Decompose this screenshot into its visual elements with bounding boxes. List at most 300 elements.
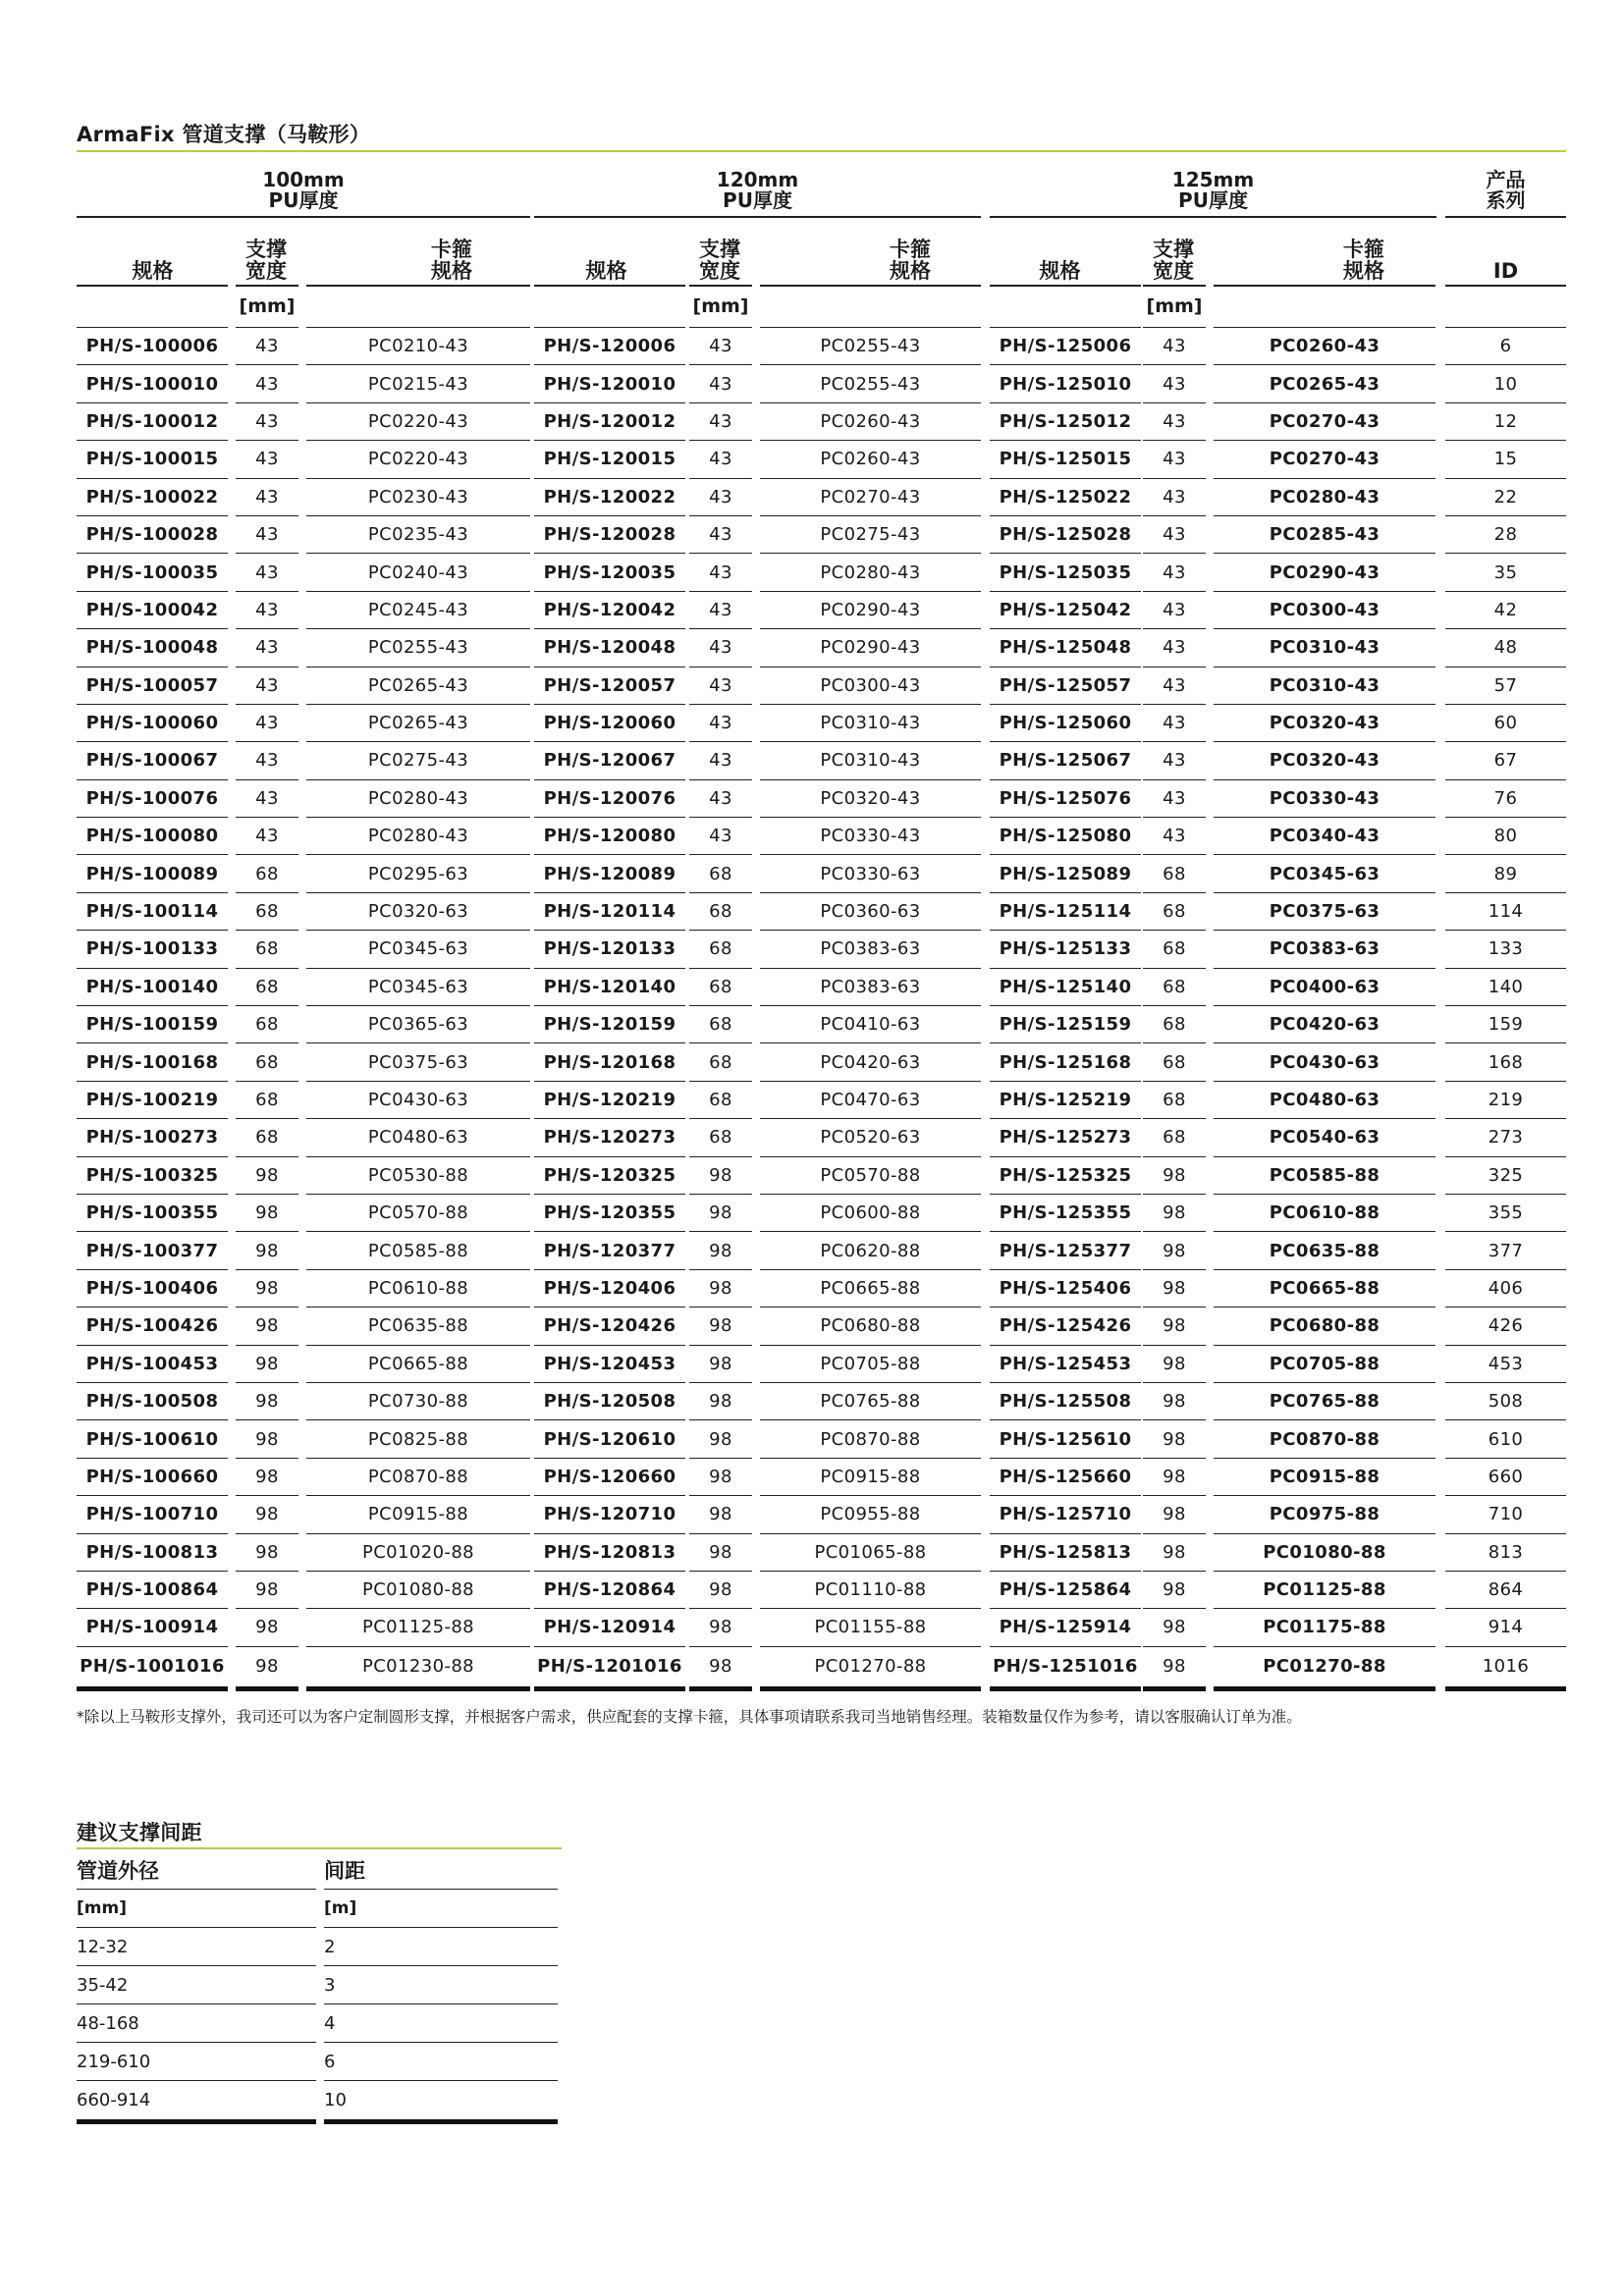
table-cell: PH/S-120610: [534, 1420, 685, 1458]
table-cell: 43: [689, 516, 752, 554]
table-cell: 68: [236, 969, 298, 1006]
table-cell: PC0520-63: [760, 1119, 981, 1156]
table-cell: PC0620-88: [760, 1232, 981, 1269]
table-cell: 43: [236, 705, 298, 742]
table-row: [77, 479, 1566, 516]
table-row: [77, 1647, 1566, 1686]
table-cell: PH/S-120010: [534, 365, 685, 402]
bottom-rule-segment: [1445, 1686, 1566, 1691]
table-cell: 98: [1143, 1232, 1206, 1269]
bottom-rule-segment: [760, 1686, 981, 1691]
header-series: 产品 系列: [1445, 157, 1566, 218]
table-cell: PC0635-88: [1214, 1232, 1435, 1269]
table-cell: 68: [1143, 931, 1206, 968]
table-cell: PC0480-63: [306, 1119, 530, 1156]
table-cell: PH/S-125219: [990, 1082, 1141, 1119]
table-cell: PH/S-100022: [77, 479, 228, 516]
table-cell: PH/S-100219: [77, 1082, 228, 1119]
table-cell: PC0765-88: [1214, 1383, 1435, 1420]
table-cell: 43: [1143, 780, 1206, 818]
header-unit-empty: [77, 287, 228, 328]
table-cell: PH/S-120060: [534, 705, 685, 742]
spacing-table: [77, 1851, 558, 2124]
table-cell: 1016: [1482, 1656, 1530, 1678]
table-cell: PH/S-100426: [77, 1308, 228, 1345]
table-cell: PC0375-63: [1214, 893, 1435, 931]
table-row: [77, 855, 1566, 892]
table-row: [77, 1496, 1566, 1533]
header-unit-empty: [760, 287, 981, 328]
table-cell: 43: [1143, 365, 1206, 402]
table-cell: PC0330-63: [760, 855, 981, 892]
table-row: [77, 1609, 1566, 1646]
table-row: [77, 705, 1566, 742]
table-cell: PC0270-43: [760, 479, 981, 516]
table-cell: PH/S-125660: [990, 1459, 1141, 1496]
spacing-unit-m: [m]: [324, 1890, 558, 1928]
table-cell: 68: [689, 893, 752, 931]
table-cell: 98: [255, 1656, 279, 1678]
table-cell: 43: [1143, 441, 1206, 478]
table-cell: 43: [1143, 403, 1206, 441]
table-row: [77, 1043, 1566, 1081]
table-cell: PH/S-120022: [534, 479, 685, 516]
table-cell: PC0240-43: [306, 554, 530, 591]
table-cell: 43: [236, 629, 298, 667]
table-cell: 68: [1143, 1119, 1206, 1156]
table-cell: PC0280-43: [1214, 479, 1435, 516]
table-row: [77, 742, 1566, 779]
table-cell: PH/S-125159: [990, 1006, 1141, 1043]
table-cell: PH/S-120140: [534, 969, 685, 1006]
table-cell: PH/S-125067: [990, 742, 1141, 779]
table-cell: 168: [1445, 1043, 1566, 1081]
table-cell: PC0600-88: [760, 1195, 981, 1232]
table-cell: 43: [1143, 742, 1206, 779]
header-unit-mm: [mm]: [236, 287, 298, 328]
table-cell: 68: [689, 855, 752, 892]
spacing-unit-mm: [mm]: [77, 1890, 316, 1928]
table-cell: PH/S-120067: [534, 742, 685, 779]
table-cell: PH/S-120660: [534, 1459, 685, 1496]
header-g1-clamp: 卡箍 规格: [431, 237, 472, 284]
table-cell: 68: [1143, 1043, 1206, 1081]
table-cell: 68: [236, 855, 298, 892]
table-bottom-rule: [77, 1686, 1566, 1691]
table-cell: PH/S-100273: [77, 1119, 228, 1156]
table-cell: PH/S-120089: [534, 855, 685, 892]
table-cell: 98: [1143, 1459, 1206, 1496]
table-cell: PC0480-63: [1214, 1082, 1435, 1119]
table-cell: 43: [236, 780, 298, 818]
table-row: [77, 516, 1566, 554]
table-cell: PH/S-120015: [534, 441, 685, 478]
spacing-unit-row: [77, 1890, 558, 1928]
table-cell: PH/S-125006: [990, 328, 1141, 365]
table-cell: PC01270-88: [814, 1656, 927, 1678]
header-id: ID: [1492, 259, 1519, 284]
table-cell: PC0680-88: [760, 1308, 981, 1345]
table-cell: 43: [689, 629, 752, 667]
bottom-rule-segment: [1214, 1686, 1435, 1691]
table-cell: 159: [1445, 1006, 1566, 1043]
table-cell: PH/S-100508: [77, 1383, 228, 1420]
table-cell: PH/S-100406: [77, 1270, 228, 1308]
table-cell: 273: [1445, 1119, 1566, 1156]
table-cell: 68: [1143, 1006, 1206, 1043]
table-cell: 98: [236, 1270, 298, 1308]
table-cell: PC0665-88: [1214, 1270, 1435, 1308]
table-cell: 98: [1143, 1383, 1206, 1420]
table-cell: 98: [689, 1572, 752, 1609]
table-cell: PC0280-43: [306, 780, 530, 818]
table-cell: PC0320-43: [1214, 705, 1435, 742]
table-cell: PH/S-125028: [990, 516, 1141, 554]
table-cell: PH/S-100710: [77, 1496, 228, 1533]
table-row: [77, 1383, 1566, 1420]
table-cell: PH/S-100660: [77, 1459, 228, 1496]
table-cell: 43: [236, 592, 298, 629]
table-cell: PC0255-43: [306, 629, 530, 667]
table-cell: PH/S-125710: [990, 1496, 1141, 1533]
table-cell: 98: [689, 1420, 752, 1458]
table-cell: PH/S-100028: [77, 516, 228, 554]
table-cell: 68: [689, 931, 752, 968]
table-cell: PH/S-125355: [990, 1195, 1141, 1232]
table-cell: 140: [1445, 969, 1566, 1006]
table-row: [77, 629, 1566, 667]
table-cell: 68: [689, 1006, 752, 1043]
table-cell: 43: [689, 441, 752, 478]
table-cell: PH/S-120006: [534, 328, 685, 365]
table-cell: PC0915-88: [306, 1496, 530, 1533]
table-cell: PC0665-88: [760, 1270, 981, 1308]
table-cell: 28: [1445, 516, 1566, 554]
table-cell: PC0705-88: [1214, 1346, 1435, 1383]
table-cell: PH/S-120057: [534, 667, 685, 705]
table-cell: PH/S-120048: [534, 629, 685, 667]
table-cell: PH/S-120325: [534, 1157, 685, 1195]
table-cell: 660: [1445, 1459, 1566, 1496]
table-cell: PC0285-43: [1214, 516, 1435, 554]
table-cell: PC01125-88: [1214, 1572, 1435, 1609]
table-cell: PH/S-1001016: [80, 1656, 225, 1678]
header-unit-empty: [534, 287, 685, 328]
table-cell: PH/S-100010: [77, 365, 228, 402]
table-cell: PC0383-63: [760, 931, 981, 968]
table-cell: PH/S-100813: [77, 1534, 228, 1572]
table-cell: PH/S-120042: [534, 592, 685, 629]
table-cell: 43: [1143, 554, 1206, 591]
table-cell: PH/S-125035: [990, 554, 1141, 591]
table-cell: PH/S-125114: [990, 893, 1141, 931]
table-cell: 98: [689, 1346, 752, 1383]
table-cell: PC0730-88: [306, 1383, 530, 1420]
table-cell: 98: [1143, 1420, 1206, 1458]
table-cell: PC0870-88: [760, 1420, 981, 1458]
table-cell: 355: [1445, 1195, 1566, 1232]
table-cell: 68: [236, 1043, 298, 1081]
table-cell: PH/S-120076: [534, 780, 685, 818]
table-cell: 98: [236, 1346, 298, 1383]
header-unit-empty: [1214, 287, 1435, 328]
table-cell: 98: [236, 1459, 298, 1496]
table-cell: PC0870-88: [306, 1459, 530, 1496]
table-cell: PC0420-63: [1214, 1006, 1435, 1043]
table-cell: PC0410-63: [760, 1006, 981, 1043]
table-cell: 864: [1445, 1572, 1566, 1609]
table-cell: PH/S-100133: [77, 931, 228, 968]
table-cell: PC0383-63: [760, 969, 981, 1006]
table-cell: PC0540-63: [1214, 1119, 1435, 1156]
table-cell: PH/S-125042: [990, 592, 1141, 629]
table-cell: PH/S-1251016: [993, 1656, 1138, 1678]
bottom-rule-segment: [534, 1686, 685, 1691]
table-cell: PC0280-43: [760, 554, 981, 591]
table-cell: PH/S-120028: [534, 516, 685, 554]
table-cell: 10: [1445, 365, 1566, 402]
spacing-row: [77, 2043, 558, 2081]
header-g1-spec: 规格: [132, 259, 174, 284]
table-cell: 68: [236, 1006, 298, 1043]
table-cell: 43: [689, 780, 752, 818]
table-cell: PC0975-88: [1214, 1496, 1435, 1533]
table-cell: 68: [1143, 855, 1206, 892]
table-cell: PH/S-100035: [77, 554, 228, 591]
table-cell: PC0570-88: [760, 1157, 981, 1195]
table-cell: PH/S-100089: [77, 855, 228, 892]
table-row: [77, 1308, 1566, 1345]
table-cell: 15: [1445, 441, 1566, 478]
table-cell: PC0310-43: [760, 705, 981, 742]
table-cell: PC0280-43: [306, 818, 530, 855]
table-cell: 98: [689, 1459, 752, 1496]
table-cell: PH/S-100610: [77, 1420, 228, 1458]
title-accent-rule: [77, 150, 1566, 152]
table-cell: 98: [689, 1496, 752, 1533]
table-row: [77, 1459, 1566, 1496]
spacing-body: [77, 1928, 558, 2119]
table-cell: 98: [1143, 1270, 1206, 1308]
header-g2-spec: 规格: [585, 259, 627, 284]
table-cell: PC0310-43: [1214, 629, 1435, 667]
table-cell: PH/S-100114: [77, 893, 228, 931]
table-cell: 325: [1445, 1157, 1566, 1195]
table-cell: 98: [236, 1420, 298, 1458]
table-cell: PC01020-88: [306, 1534, 530, 1572]
table-cell: 43: [689, 667, 752, 705]
table-cell: 68: [1143, 1082, 1206, 1119]
table-cell: PH/S-125010: [990, 365, 1141, 402]
table-cell: 43: [689, 403, 752, 441]
table-cell: 98: [236, 1383, 298, 1420]
table-cell: 76: [1445, 780, 1566, 818]
table-cell: PH/S-120377: [534, 1232, 685, 1269]
table-row: [77, 931, 1566, 968]
table-cell: 48: [1445, 629, 1566, 667]
table-cell: 98: [236, 1308, 298, 1345]
table-cell: PC0265-43: [306, 705, 530, 742]
table-cell: PH/S-120133: [534, 931, 685, 968]
table-row: [77, 1232, 1566, 1269]
table-cell: 377: [1445, 1232, 1566, 1269]
table-cell: 406: [1445, 1270, 1566, 1308]
table-cell: 98: [689, 1270, 752, 1308]
table-cell: PH/S-125015: [990, 441, 1141, 478]
spacing-diameter: 12-32: [77, 1928, 316, 1966]
table-cell: 508: [1445, 1383, 1566, 1420]
table-row: [77, 592, 1566, 629]
table-cell: 98: [689, 1232, 752, 1269]
table-cell: PH/S-100048: [77, 629, 228, 667]
table-cell: 43: [1143, 516, 1206, 554]
table-cell: PC0290-43: [760, 629, 981, 667]
table-cell: PC0230-43: [306, 479, 530, 516]
table-cell: 57: [1445, 667, 1566, 705]
header-g3-clamp: 卡箍 规格: [1343, 237, 1384, 284]
table-cell: PH/S-125133: [990, 931, 1141, 968]
table-cell: PH/S-125273: [990, 1119, 1141, 1156]
table-cell: 813: [1445, 1534, 1566, 1572]
table-cell: 98: [1143, 1195, 1206, 1232]
table-cell: 426: [1445, 1308, 1566, 1345]
table-cell: PC01080-88: [1214, 1534, 1435, 1572]
table-cell: 12: [1445, 403, 1566, 441]
table-cell: PC0260-43: [760, 403, 981, 441]
table-cell: PC0705-88: [760, 1346, 981, 1383]
table-cell: PC0235-43: [306, 516, 530, 554]
table-cell: PC0220-43: [306, 403, 530, 441]
bottom-rule-segment: [77, 1686, 228, 1691]
table-cell: 68: [236, 893, 298, 931]
table-cell: 98: [1143, 1496, 1206, 1533]
table-cell: 80: [1445, 818, 1566, 855]
table-cell: 68: [689, 1043, 752, 1081]
table-cell: PC0300-43: [760, 667, 981, 705]
table-row: [77, 1082, 1566, 1119]
table-cell: 42: [1445, 592, 1566, 629]
table-cell: PC0245-43: [306, 592, 530, 629]
table-cell: PC0680-88: [1214, 1308, 1435, 1345]
table-cell: PH/S-125864: [990, 1572, 1141, 1609]
table-cell: 43: [689, 328, 752, 365]
table-cell: PH/S-100159: [77, 1006, 228, 1043]
table-cell: PH/S-120159: [534, 1006, 685, 1043]
table-cell: 710: [1445, 1496, 1566, 1533]
header-unit-mm: [mm]: [689, 287, 752, 328]
table-row: [77, 818, 1566, 855]
table-cell: PH/S-125080: [990, 818, 1141, 855]
table-cell: PH/S-120406: [534, 1270, 685, 1308]
table-cell: 98: [1143, 1609, 1206, 1646]
header-column-row: [77, 218, 1566, 287]
table-cell: PH/S-100057: [77, 667, 228, 705]
spacing-row: [77, 2081, 558, 2119]
spacing-diameter: 48-168: [77, 2004, 316, 2043]
table-cell: PC01230-88: [361, 1656, 475, 1678]
table-cell: PH/S-120426: [534, 1308, 685, 1345]
spacing-diameter: 35-42: [77, 1966, 316, 2004]
table-cell: PH/S-120453: [534, 1346, 685, 1383]
table-cell: PH/S-100325: [77, 1157, 228, 1195]
table-row: [77, 1157, 1566, 1195]
table-cell: PC0275-43: [306, 742, 530, 779]
table-row: [77, 1195, 1566, 1232]
bottom-rule-segment: [236, 1686, 298, 1691]
table-cell: PH/S-125057: [990, 667, 1141, 705]
table-cell: 43: [236, 403, 298, 441]
table-cell: 43: [236, 516, 298, 554]
table-cell: 43: [1143, 479, 1206, 516]
table-cell: PH/S-120035: [534, 554, 685, 591]
table-cell: PC0610-88: [306, 1270, 530, 1308]
table-cell: PH/S-125377: [990, 1232, 1141, 1269]
table-cell: PC0255-43: [760, 328, 981, 365]
table-cell: PC0345-63: [306, 931, 530, 968]
spacing-row: [77, 2004, 558, 2043]
spacing-table-title: 建议支撑间距: [77, 1821, 202, 1844]
table-cell: 133: [1445, 931, 1566, 968]
table-cell: PH/S-100864: [77, 1572, 228, 1609]
table-cell: PC0383-63: [1214, 931, 1435, 968]
spacing-distance: 6: [324, 2043, 558, 2081]
table-cell: PC01155-88: [760, 1609, 981, 1646]
table-cell: PH/S-125012: [990, 403, 1141, 441]
table-cell: PH/S-125022: [990, 479, 1141, 516]
table-cell: PC0870-88: [1214, 1420, 1435, 1458]
spacing-distance: 3: [324, 1966, 558, 2004]
table-cell: 60: [1445, 705, 1566, 742]
table-cell: PH/S-120219: [534, 1082, 685, 1119]
header-unit-empty: [1445, 287, 1566, 328]
table-row: [77, 365, 1566, 402]
table-cell: PC01125-88: [306, 1609, 530, 1646]
table-cell: PC0270-43: [1214, 441, 1435, 478]
table-cell: 43: [689, 742, 752, 779]
table-cell: PH/S-120914: [534, 1609, 685, 1646]
table-row: [77, 328, 1566, 365]
table-cell: PH/S-120168: [534, 1043, 685, 1081]
header-unit-empty: [990, 287, 1141, 328]
table-cell: PH/S-125406: [990, 1270, 1141, 1308]
table-cell: PH/S-120508: [534, 1383, 685, 1420]
table-cell: 43: [689, 365, 752, 402]
table-cell: PC0330-43: [1214, 780, 1435, 818]
spacing-distance: 2: [324, 1928, 558, 1966]
table-cell: PH/S-120114: [534, 893, 685, 931]
header-unit-empty: [306, 287, 530, 328]
table-row: [77, 667, 1566, 705]
table-cell: PH/S-100080: [77, 818, 228, 855]
table-cell: PC0270-43: [1214, 403, 1435, 441]
table-cell: PC0215-43: [306, 365, 530, 402]
table-cell: PC0400-63: [1214, 969, 1435, 1006]
table-cell: 98: [1143, 1572, 1206, 1609]
table-cell: PC0610-88: [1214, 1195, 1435, 1232]
table-cell: 43: [1143, 328, 1206, 365]
table-cell: 43: [689, 705, 752, 742]
table-cell: 98: [236, 1232, 298, 1269]
spacing-row: [77, 1966, 558, 2004]
table-cell: 43: [236, 441, 298, 478]
table-row: [77, 554, 1566, 591]
table-cell: PC0260-43: [1214, 328, 1435, 365]
table-cell: PH/S-125508: [990, 1383, 1141, 1420]
table-cell: 98: [236, 1195, 298, 1232]
table-cell: PC0420-63: [760, 1043, 981, 1081]
table-cell: PH/S-125813: [990, 1534, 1141, 1572]
table-cell: PH/S-100140: [77, 969, 228, 1006]
